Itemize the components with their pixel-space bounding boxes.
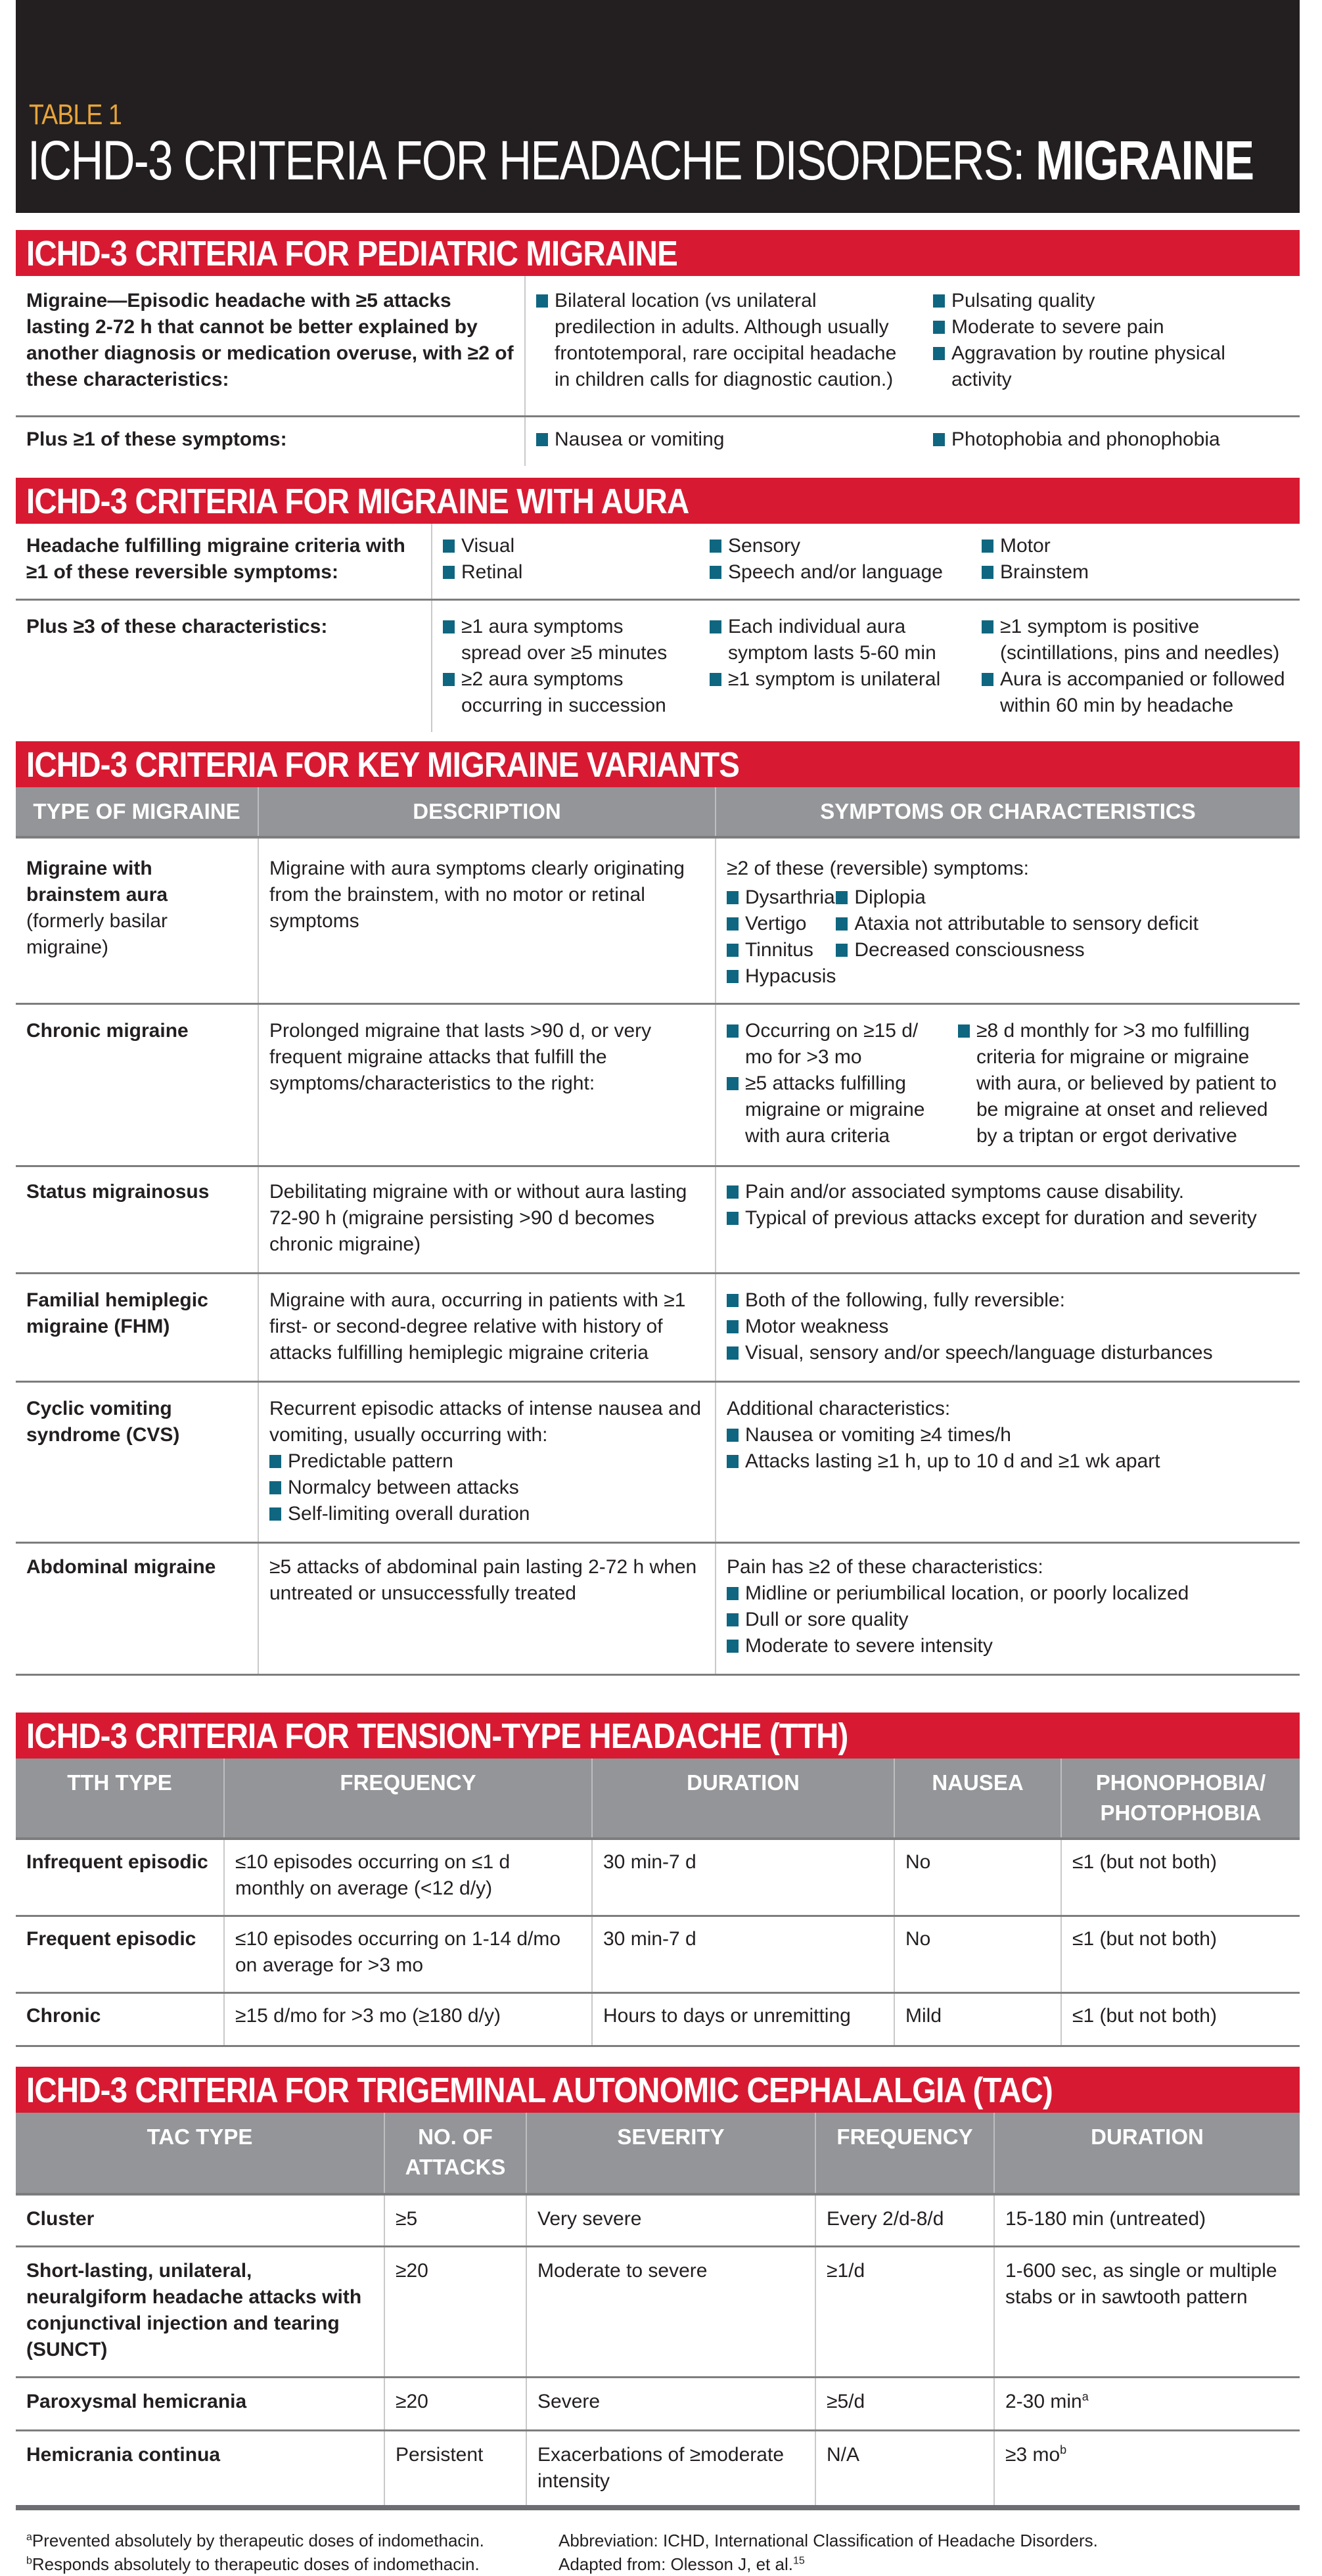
- list-item: Hypacusis: [727, 963, 836, 990]
- table-document: [16, 0, 1300, 2576]
- row-label: Migraine—Episodic headache with ≥5 attacks lasting 2-72 h that cannot be better explained by another diagnosis or medication overuse, with ≥2 of these characteristics:: [26, 290, 514, 390]
- page-title: ICHD-3 CRITERIA FOR HEADACHE DISORDERS: MIGRAINE: [28, 129, 1254, 191]
- table-row: Hemicrania continua Persistent Exacerbations of ≥moderate intensity N/A ≥3 $mo^b$: [16, 2431, 1300, 2510]
- footnote-marker: a: [1082, 2390, 1089, 2403]
- tac-type: Cluster: [26, 2208, 95, 2230]
- list-item: Pain and/or associated symptoms cause disability.: [727, 1179, 1289, 1205]
- list-item: Attacks lasting ≥1 h, up to 10 d and ≥1 wk apart: [727, 1448, 1289, 1475]
- source-citation: Adapted from: Olesson J, et al.$^{15}$: [558, 2554, 805, 2574]
- abbreviation-note: Abbreviation: ICHD, International Classification of Headache Disorders.: [558, 2531, 1098, 2550]
- description: Debilitating migraine with or without aura lasting 72-90 h (migraine persisting >90 d becomes chronic migraine): [258, 1167, 715, 1272]
- title-emphasis: MIGRAINE: [1036, 129, 1254, 191]
- list-item: Aura is accompanied or followed within 60 min by headache: [982, 666, 1289, 719]
- list-item: Retinal: [443, 559, 689, 586]
- tac-table-body: [16, 2196, 1300, 2510]
- description: ≥5 attacks of abdominal pain lasting 2-72 h when untreated or unsuccessfully treated: [258, 1544, 715, 1674]
- list-item: Typical of previous attacks except for duration and severity: [727, 1205, 1289, 1231]
- column-header: SYMPTOMS OR CHARACTERISTICS: [715, 787, 1300, 836]
- list-item: Brainstem: [982, 559, 1289, 586]
- list-item: Visual, sensory and/or speech/language disturbances: [727, 1340, 1289, 1366]
- migraine-type: Cyclic vomiting syndrome (CVS): [26, 1398, 180, 1446]
- section-heading-pediatric: ICHD-3 CRITERIA FOR PEDIATRIC MIGRAINE: [16, 230, 1300, 276]
- table-row: [16, 1383, 1300, 1544]
- row-label: Plus ≥1 of these symptoms:: [26, 428, 287, 450]
- list-item: ≥1 symptom is positive (scintillations, pins and needles): [982, 614, 1289, 666]
- tac-header-row: [16, 2113, 1300, 2196]
- list-item: Diplopia: [836, 885, 1289, 911]
- list-item: Motor: [982, 533, 1289, 559]
- column-header: DURATION: [591, 1759, 894, 1837]
- table-row: [16, 1167, 1300, 1274]
- footnote-a: $^a$Prevented absolutely by therapeutic doses of indomethacin.: [26, 2531, 484, 2550]
- migraine-type: Familial hemiplegic migraine (FHM): [26, 1289, 208, 1337]
- list-item: Bilateral location (vs unilateral predilection in adults. Although usually frontotemporal, rare occipital headache in children calls for diagnostic caution.): [536, 288, 912, 393]
- list-item: Photophobia and phonophobia: [933, 426, 1289, 453]
- list-item: Predictable pattern: [269, 1448, 704, 1475]
- column-header: DESCRIPTION: [258, 787, 715, 836]
- column-header: NAUSEA: [894, 1759, 1060, 1837]
- table-row: Cluster ≥5 Very severe Every 2/d-8/d 15-180 min (untreated): [16, 2196, 1300, 2247]
- row-label: Plus ≥3 of these characteristics:: [26, 616, 328, 637]
- footnotes: [16, 2510, 1300, 2576]
- list-item: Nausea or vomiting: [536, 426, 912, 453]
- column-header: TAC TYPE: [147, 2125, 253, 2149]
- migraine-type: Chronic migraine: [26, 1020, 189, 1042]
- row-label: Headache fulfilling migraine criteria with ≥1 of these reversible symptoms:: [26, 535, 405, 583]
- description: Prolonged migraine that lasts >90 d, or very frequent migraine attacks that fulfill the symptoms/characteristics to the right:: [258, 1005, 715, 1165]
- tth-table-body: [16, 1840, 1300, 2047]
- list-item: Midline or periumbilical location, or poorly localized: [727, 1580, 1289, 1607]
- tth-type: Infrequent episodic: [26, 1851, 208, 1873]
- list-item: Ataxia not attributable to sensory deficit: [836, 911, 1289, 937]
- tac-type: Hemicrania continua: [26, 2444, 221, 2466]
- tth-header-row: [16, 1759, 1300, 1840]
- column-header: PHONOPHOBIA/ PHOTOPHOBIA: [1060, 1759, 1300, 1837]
- migraine-type: Migraine with brainstem aura: [26, 858, 168, 906]
- column-header: FREQUENCY: [223, 1759, 591, 1837]
- migraine-type-note: (formerly basilar migraine): [26, 910, 168, 958]
- symptoms-intro: Pain has ≥2 of these characteristics:: [727, 1556, 1043, 1578]
- table-row: Frequent episodic ≤10 episodes occurring on 1-14 d/mo on average for >3 mo 30 min-7 d No ≤1 (but not both): [16, 1917, 1300, 1994]
- column-header: NO. OF ATTACKS: [384, 2113, 526, 2193]
- table-row: Chronic ≥15 d/mo for >3 mo (≥180 d/y) Hours to days or unremitting Mild ≤1 (but not both): [16, 1994, 1300, 2047]
- list-item: ≥8 d monthly for >3 mo fulfilling criteria for migraine or migraine with aura, or believed by patient to be migraine at onset and relieved by a triptan or ergot derivative: [958, 1018, 1289, 1149]
- list-item: Normalcy between attacks: [269, 1475, 704, 1501]
- list-item: Motor weakness: [727, 1314, 1289, 1340]
- bullet-list: [536, 288, 912, 393]
- list-item: Moderate to severe pain: [933, 314, 1289, 340]
- list-item: Dull or sore quality: [727, 1607, 1289, 1633]
- list-item: ≥2 aura symptoms occurring in succession: [443, 666, 689, 719]
- table-row: [16, 839, 1300, 1005]
- list-item: Each individual aura symptom lasts 5-60 min: [710, 614, 961, 666]
- list-item: Dysarthria: [727, 885, 836, 911]
- list-item: Sensory: [710, 533, 961, 559]
- description: Migraine with aura symptoms clearly originating from the brainstem, with no motor or retinal symptoms: [258, 839, 715, 1003]
- table-row: Paroxysmal hemicrania ≥20 Severe ≥5/d 2-30 $\min^a$: [16, 2378, 1300, 2431]
- symptoms-intro: Additional characteristics:: [727, 1398, 951, 1419]
- table-number: TABLE 1: [29, 99, 122, 131]
- table-row: [16, 1005, 1300, 1167]
- list-item: Tinnitus: [727, 937, 836, 963]
- migraine-type: Status migrainosus: [26, 1181, 210, 1203]
- list-item: Occurring on ≥15 d/ mo for >3 mo: [727, 1018, 946, 1070]
- table-row: Short-lasting, unilateral, neuralgiform headache attacks with conjunctival injection and tearing (SUNCT) ≥20 Moderate to severe ≥1/d 1-600 sec, as single or multiple stabs or in sawtooth pattern: [16, 2247, 1300, 2378]
- list-item: Decreased consciousness: [836, 937, 1289, 963]
- column-header: TYPE OF MIGRAINE: [33, 799, 240, 823]
- title-block: [16, 0, 1300, 213]
- table-row: [16, 276, 1300, 417]
- table-row: [16, 1274, 1300, 1383]
- tth-type: Chronic: [26, 2005, 101, 2027]
- table-row: [16, 417, 1300, 466]
- description: Recurrent episodic attacks of intense nausea and vomiting, usually occurring with:: [269, 1398, 702, 1446]
- bullet-list: [933, 288, 1289, 393]
- section-heading-variants: ICHD-3 CRITERIA FOR KEY MIGRAINE VARIANTS: [16, 741, 1300, 787]
- aura-table: [16, 524, 1300, 732]
- column-header: FREQUENCY: [815, 2113, 993, 2193]
- table-row: [16, 601, 1300, 732]
- table-row: Infrequent episodic ≤10 episodes occurring on ≤1 d monthly on average (<12 d/y) 30 min-7 d No ≤1 (but not both): [16, 1840, 1300, 1917]
- list-item: Both of the following, fully reversible:: [727, 1287, 1289, 1314]
- list-item: Visual: [443, 533, 689, 559]
- list-item: Aggravation by routine physical activity: [933, 340, 1289, 393]
- list-item: Vertigo: [727, 911, 836, 937]
- footnote-marker: b: [1060, 2443, 1067, 2456]
- pediatric-table: [16, 276, 1300, 466]
- section-heading-tac: ICHD-3 CRITERIA FOR TRIGEMINAL AUTONOMIC CEPHALALGIA (TAC): [16, 2067, 1300, 2113]
- list-item: Pulsating quality: [933, 288, 1289, 314]
- list-item: Nausea or vomiting ≥4 times/h: [727, 1422, 1289, 1448]
- footnote-b: $^b$Responds absolutely to therapeutic doses of indomethacin.: [26, 2554, 480, 2574]
- column-header: SEVERITY: [526, 2113, 815, 2193]
- tth-type: Frequent episodic: [26, 1928, 196, 1950]
- list-item: ≥1 aura symptoms spread over ≥5 minutes: [443, 614, 689, 666]
- section-heading-tth: ICHD-3 CRITERIA FOR TENSION-TYPE HEADACHE (TTH): [16, 1713, 1300, 1759]
- symptoms-intro: ≥2 of these (reversible) symptoms:: [727, 858, 1029, 879]
- table-row: [16, 524, 1300, 601]
- list-item: Self-limiting overall duration: [269, 1501, 704, 1527]
- description: Migraine with aura, occurring in patients with ≥1 first- or second-degree relative with history of attacks fulfilling hemiplegic migraine criteria: [258, 1274, 715, 1381]
- migraine-type: Abdominal migraine: [26, 1556, 216, 1578]
- list-item: ≥5 attacks fulfilling migraine or migraine with aura criteria: [727, 1070, 946, 1149]
- list-item: ≥1 symptom is unilateral: [710, 666, 961, 693]
- table-row: [16, 1544, 1300, 1676]
- tac-type: Paroxysmal hemicrania: [26, 2391, 247, 2412]
- column-header: DURATION: [993, 2113, 1300, 2193]
- section-heading-aura: ICHD-3 CRITERIA FOR MIGRAINE WITH AURA: [16, 478, 1300, 524]
- list-item: Speech and/or language: [710, 559, 961, 586]
- list-item: Moderate to severe intensity: [727, 1633, 1289, 1659]
- variants-header-row: [16, 787, 1300, 839]
- tac-type: Short-lasting, unilateral, neuralgiform headache attacks with conjunctival injection and tearing (SUNCT): [26, 2260, 362, 2360]
- column-header: TTH TYPE: [67, 1770, 172, 1795]
